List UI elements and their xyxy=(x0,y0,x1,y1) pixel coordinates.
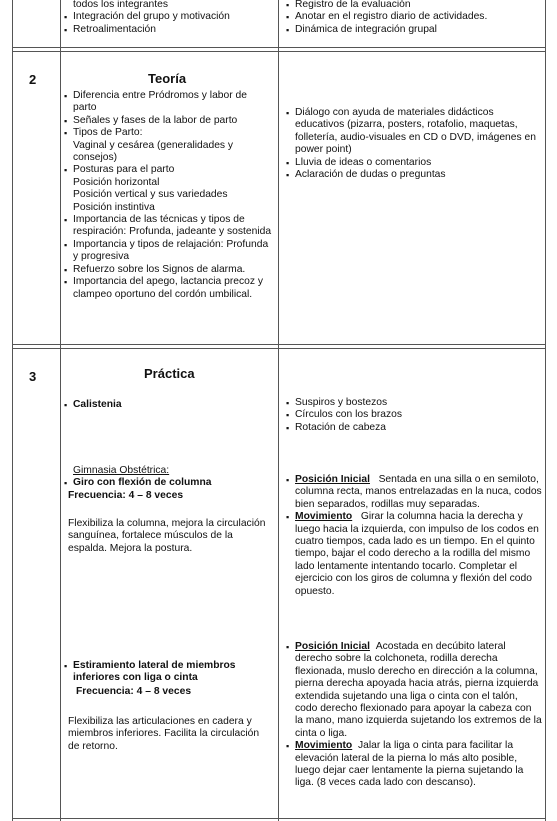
calistenia-label: ▪ Calistenia xyxy=(64,399,272,411)
giro-right-list xyxy=(286,474,542,598)
list-item: ▪ Refuerzo sobre los Signos de alarma. xyxy=(64,264,272,276)
list-item: ▪ Dinámica de integración grupal xyxy=(286,24,541,36)
estiramiento-label: ▪ Estiramiento lateral de miembros inferiores con liga o cinta xyxy=(64,660,274,685)
list-subitem: Posición vertical y sus variedades xyxy=(73,189,228,201)
list-item: todos los integrantes xyxy=(73,0,169,10)
list-subitem: Posición horizontal xyxy=(73,176,160,188)
list-item: ▪ Diálogo con ayuda de materiales didácticos educativos (pizarra, posters, rotafolio, maquetas, folletería, audio-visuales en CD o DVD, imágenes en power point) xyxy=(286,107,541,157)
list-item: ▪ Posición Inicial Acostada en decúbito lateral derecho sobre la colchoneta, rodilla derecha flexionada, muslo derecho en dirección a la columna, pierna derecha apoyada hacia atrás, pierna izquierda extendida sujetando una liga o cinta con el talón, codo derecho flexionado para apoyar la cabeza con la mano, mano izquierda sujetando los extremos de la cinta o liga. xyxy=(286,641,542,740)
row-divider-2 xyxy=(12,344,545,349)
column-divider-2 xyxy=(278,0,279,821)
list-item: ▪ Diferencia entre Pródromos y labor de parto xyxy=(64,90,272,115)
giro-frequency: Frecuencia: 4 – 8 veces xyxy=(68,490,184,501)
list-item: ▪ Posición Inicial Sentada en una silla o en semiloto, columna recta, manos entrelazadas en la nuca, codos bien separados, rodillas muy separadas. xyxy=(286,474,542,511)
giro-label: ▪ Giro con flexión de columna xyxy=(64,477,274,489)
list-item: ▪ Importancia y tipos de relajación: Profunda y progresiva xyxy=(64,239,272,264)
list-item: ▪ Señales y fases de la labor de parto xyxy=(64,115,272,127)
list-item: ▪ Suspiros y bostezos xyxy=(286,397,541,409)
row-divider-1 xyxy=(12,47,545,52)
list-item: ▪ Integración del grupo y motivación xyxy=(64,11,274,23)
gimnasia-heading: Gimnasia Obstétrica: xyxy=(73,465,170,476)
list-subitem: Vaginal y cesárea (generalidades y consejos) xyxy=(73,139,234,164)
list-item: ▪ Movimiento Jalar la liga o cinta para facilitar la elevación lateral de la pierna lo más alto posible, luego dejar caer lentamente la pierna sujetando la liga. (8 veces cada lado con descanso). xyxy=(286,740,542,790)
row1-right-list xyxy=(286,0,541,36)
estiramiento-description: Flexibiliza las articulaciones en cadera y miembros inferiores. Facilita la circulación de retorno. xyxy=(68,716,260,752)
list-item: ▪ Aclaración de dudas o preguntas xyxy=(286,169,541,181)
list-item: ▪ Movimiento Girar la columna hacia la derecha y luego hacia la izquierda, con impulso de los codos en cuatro tiempos, cada lado es un tiempo. En el quinto tiempo, bajar el codo derecho a la rodilla del mismo lado lentamente intentando tocarlo. Completar el ejercicio con los giros de columna y flexión del codo opuesto. xyxy=(286,511,542,598)
row2-number: 2 xyxy=(29,72,37,87)
row2-title: Teoría xyxy=(148,71,187,86)
list-item: ▪ Importancia de las técnicas y tipos de respiración: Profunda, jadeante y sostenida xyxy=(64,214,272,239)
list-item: ▪ Tipos de Parto: Vaginal y cesárea (generalidades y consejos) xyxy=(64,127,272,164)
list-item: ▪ Retroalimentación xyxy=(64,24,274,36)
table-border-right xyxy=(545,0,546,821)
list-item: ▪ Rotación de cabeza xyxy=(286,422,541,434)
estiramiento-frequency: Frecuencia: 4 – 8 veces xyxy=(76,686,192,697)
list-item: ▪ Registro de la evaluación xyxy=(286,0,541,11)
giro-description: Flexibiliza la columna, mejora la circulación sanguínea, fortalece músculos de la espalda. Mejora la postura. xyxy=(68,518,266,554)
row3-number: 3 xyxy=(29,369,37,384)
table-border-left xyxy=(12,0,13,821)
row2-left-list xyxy=(64,90,272,301)
row1-left-list xyxy=(64,0,274,36)
table-border-bottom xyxy=(12,818,545,819)
calistenia-right-list xyxy=(286,397,541,434)
list-item: ▪ Lluvia de ideas o comentarios xyxy=(286,157,541,169)
giro-list xyxy=(64,477,274,489)
list-item: ▪ Anotar en el registro diario de actividades. xyxy=(286,11,541,23)
list-item: ▪ Importancia del apego, lactancia precoz y clampeo oportuno del cordón umbilical. xyxy=(64,276,272,301)
calistenia-list xyxy=(64,399,272,411)
list-item: ▪ Círculos con los brazos xyxy=(286,409,541,421)
list-subitem: Posición instintiva xyxy=(73,201,155,213)
row3-title: Práctica xyxy=(144,366,195,381)
column-divider-1 xyxy=(60,0,61,821)
estiramiento-right-list xyxy=(286,641,542,790)
list-item: ▪ Posturas para el parto Posición horizontal Posición vertical y sus variedades Posición instintiva xyxy=(64,164,272,214)
row2-right-list xyxy=(286,107,541,181)
estiramiento-list xyxy=(64,660,274,685)
